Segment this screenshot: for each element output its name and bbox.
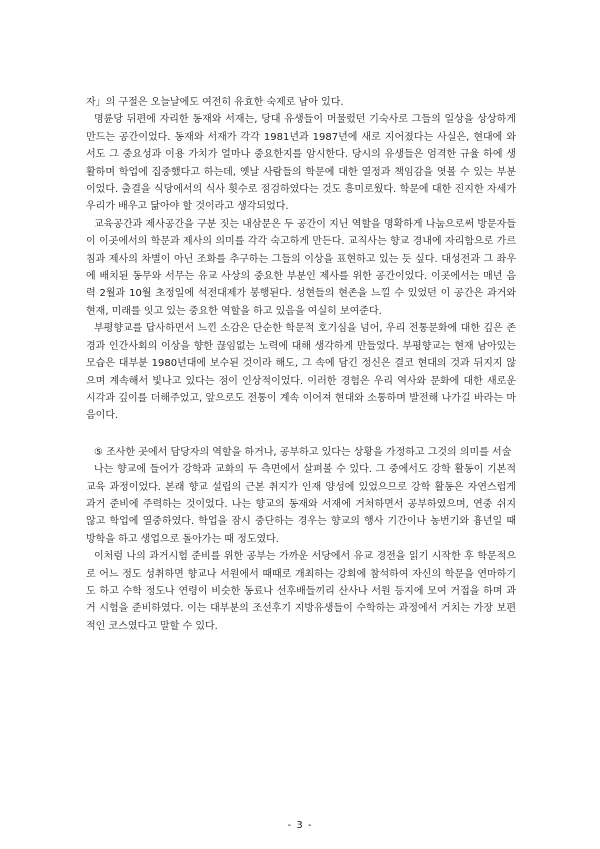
paragraph-study-life: 나는 향교에 들어가 강학과 교화의 두 측면에서 살펴볼 수 있다. 그 중에서도 강학 활동이 기본적 교육 과정이었다. 본래 향교 설립의 근본 취지가 인재 양성에 있었으므로 강학 활동은 자연스럽게 과거 준비에 주력하는 것이었다. 나는 향교의 동재와 서재에 거처하면서 공부하였으며, 연중 쉬지 않고 학업에 열중하였다. 학업을 잠시 중단하는 경우는 향교의 행사 기간이나 농번기와 흉년일 때 방학을 하고 생업으로 돌아가는 때 정도였다. [86, 464, 516, 545]
page-number: - 3 - [287, 820, 313, 831]
paragraph-gate-and-shrine: 교육공간과 제사공간을 구분 짓는 내삼문은 두 공간이 지닌 역할을 명확하게 나눔으로써 방문자들이 이곳에서의 학문과 제사의 의미를 각각 숙고하게 만든다. 교직사는 향교 경내에 자리함으로 가르침과 제사의 차별이 아닌 조화를 추구하는 그들의 이상을 표현하고 있는 듯 싶다. 대성전과 그 좌우에 배치된 동무와 서무는 유교 사상의 중요한 부분인 제사를 위한 공간이었다. 이곳에서는 매년 음력 2월과 10월 초정일에 석전대제가 봉행된다. 성현들의 현존을 느낄 수 있었던 이 공간은 과거와 현재, 미래를 잇고 있는 중요한 역할을 하고 있음을 여실히 보여준다. [86, 218, 516, 317]
paragraph-continued: 자」의 구절은 오늘날에도 여전히 유효한 숙제로 남아 있다. [86, 97, 344, 108]
section-gap [86, 425, 516, 444]
paragraph-exam-preparation: 이처럼 나의 과거시험 준비를 위한 공부는 가까운 서당에서 유교 경전을 읽기 시작한 후 학문적으로 어느 정도 성취하면 향교나 서원에서 때때로 개최하는 강회에 참석하여 자신의 학문을 연마하기도 하고 수학 정도나 연령이 비슷한 동료나 선후배들끼리 산사나 서원 등지에 모여 거접을 하며 과거 시험을 준비하였다. 이는 대부분의 조선후기 지방유생들이 수학하는 과정에서 거치는 가장 보편적인 코스였다고 말할 수 있다. [86, 551, 516, 632]
paragraph-dormitories: 명륜당 뒤편에 자리한 동재와 서재는, 당대 유생들이 머물렀던 기숙사로 그들의 일상을 상상하게 만드는 공간이었다. 동재와 서재가 각각 1981년과 1987년에 새로 지어졌다는 사실은, 현대에 와서도 그 중요성과 이용 가치가 얼마나 중요한지를 암시한다. 당시의 유생들은 엄격한 규율 하에 생활하며 학업에 집중했다고 하는데, 옛날 사람들의 학문에 대한 열정과 책임감을 엿볼 수 있는 부분이었다. 출결을 식당에서의 식사 횟수로 점검하였다는 것도 흥미로웠다. 학문에 대한 진지한 자세가 우리가 배우고 닮아야 할 것이라고 생각되었다. [86, 114, 516, 213]
body-text [86, 94, 516, 635]
section-heading: ⑤ 조사한 곳에서 담당자의 역할을 하거나, 공부하고 있다는 상황을 가정하고 그것의 의미를 서술 [94, 446, 512, 458]
paragraph-reflection: 부평향교를 답사하면서 느낀 소감은 단순한 학문적 호기심을 넘어, 우리 전통문화에 대한 깊은 존경과 인간사회의 이상을 향한 끊임없는 노력에 대해 생각하게 만들었다. 부평향교는 현재 남아있는 모습은 대부분 1980년대에 보수된 것이라 해도, 그 속에 담긴 정신은 결코 현대의 것과 뒤지지 않으며 계속해서 빛나고 있다는 점이 인상적이었다. 이러한 경험은 우리 역사와 문화에 대한 새로운 시각과 깊이를 더해주었고, 앞으로도 전통이 계속 이어져 현대와 소통하며 발전해 나가길 바라는 마음이다. [86, 323, 516, 422]
